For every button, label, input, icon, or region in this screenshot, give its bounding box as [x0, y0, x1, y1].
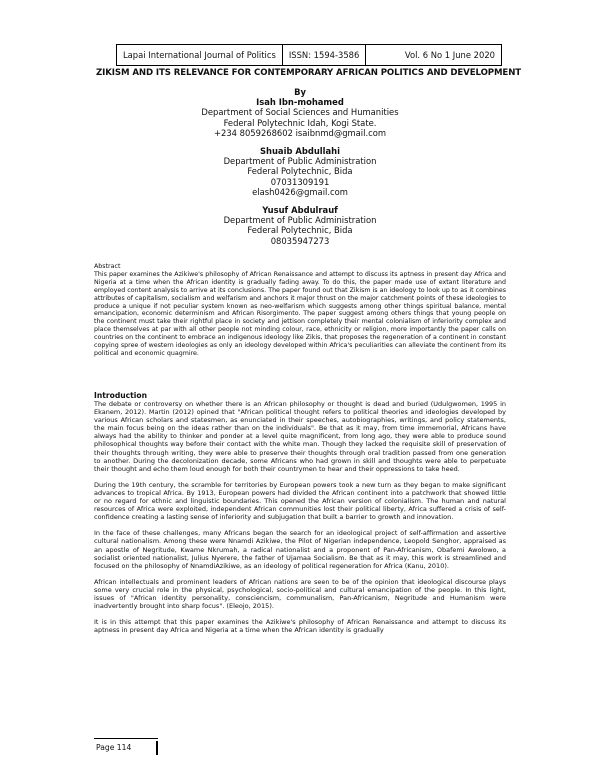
paragraph: The debate or controversy on whether there is an African philosophy or thought is dead and buried (Udulgwomen, 1995 in Ekanem, 2012). Martin (2012) opined that "African political thought refers to political theories and ideologies developed by various African scholars and statesmen, as enunciated in their speeches, autobiographies, writings, and policy statements, the main focus being on the ideas rather than on the individuals". Be that as it may, from time immemorial, Africans have always had the ability to thinker and ponder at a level quite magnificent, from long ago, they were able to produce sound philosophical thoughts way before their contact with the white man. Though they lacked the requisite skill of preservation of their thoughts through writing, they were able to preserve their thoughts through oral tradition passed from one generation to another. During the decolonization decade, some Africans who had grown in skill and thoughts were able to perpetuate their thought and echo them loud enough for both their countrymen to hear and their oppressions to take heed. [94, 400, 506, 473]
volume-info: Vol. 6 No 1 June 2020 [365, 45, 501, 65]
author-phone: 07031309191 [270, 176, 330, 187]
journal-name: Lapai International Journal of Politics [123, 50, 276, 60]
running-header [116, 44, 502, 66]
footer-rule [94, 738, 158, 739]
issn: ISSN: 1594-3586 [282, 45, 366, 65]
paper-title: ZIKISM AND ITS RELEVANCE FOR CONTEMPORARY AFRICAN POLITICS AND DEVELOPMENT [96, 68, 522, 78]
author-name: Isah Ibn-mohamed [256, 97, 344, 108]
paragraph: In the face of these challenges, many Africans began the search for an ideological project of self-affirmation and assertive cultural nationalism. Among these were Nnamdi Azikiwe, the Pilot of Nigerian independence, Leopold Senghor, appraised as an apostle of Negritude, Kwame Nkrumah, a radical nationalist and a proponent of Pan-Africanism, Obafemi Awolowo, a socialist oriented nationalist, Julius Nyerere, the father of Ujamaa Socialism. Be that as it may, this work is streamlined and focused on the philosophy of NnamdiAzikiwe, as an ideology of political regeneration for Africa (Kanu, 2010). [94, 529, 506, 570]
abstract-text: This paper examines the Azikiwe's philosophy of African Renaissance and attempt to discuss its aptness in present day Africa and Nigeria at a time when the African identity is gradually fading away. To do this, the paper made use of extant literature and employed content analysis to arrive at its conclusions. The paper found out that Zikism is an ideology to look up to as it combines attributes of capitalism, socialism and welfarism and anchors it major thrust on the major catchment points of these ideologies to produce a unique if not peculiar system known as neo-welfarism which suggests among other things spiritual balance, mental emancipation, economic determinism and African Risorgimento. The paper suggest among others things that young people on the continent must take their rightful place in society and jettison completely their mental colonialism of inferiority complex and place themselves at par with all other people not minding colour, race, ethnicity or religion, more importantly the paper calls on countries on the continent to embrace an indigenous ideology like Zikis, that proposes the regeneration of a continent in constant copying spree of western ideologies as only an ideology developed within Africa's peculiarities can alleviate the continent from its political and economic quagmire. [94, 270, 506, 357]
author-name: Shuaib Abdullahi [259, 146, 341, 157]
author-contact: +234 8059268602 isaibnmd@gmail.com [213, 127, 387, 138]
paragraph: African intellectuals and prominent leaders of African nations are seen to be of the opinion that ideological discourse plays some very crucial role in the physical, psychological, socio-political and cultural emancipation of the people. In this light, issues of "African identity personality, consciencism, communalism, Pan-Africanism, Negritude and Humanism were inadvertently brought into sharp focus". (Eleojo, 2015). [94, 577, 506, 611]
section-heading: Introduction [94, 391, 148, 400]
author-email: elash0426@gmail.com [252, 186, 348, 197]
author-department: Department of Public Administration [223, 215, 377, 226]
paragraph: During the 19th century, the scramble for territories by European powers took a new turn as they began to make significant advances to tropical Africa. By 1913, European powers had divided the African continent into a patchwork that showed little or no regard for ethnic and linguistic boundaries. This opened the African version of colonialism. The human and natural resources of Africa were exploited, independent African communities lost their political liberty, Africa suffered a crisis of self-confidence creating a lasting sense of inferiority and subjugation that built a barrier to growth and innovation. [94, 480, 506, 522]
introduction-body [94, 400, 506, 642]
abstract [94, 263, 506, 358]
author-institution: Federal Polytechnic, Bida [247, 166, 353, 177]
page-number: Page 114 [96, 743, 132, 752]
page-footer [94, 741, 174, 755]
abstract-label: Abstract [94, 263, 121, 270]
author-department: Department of Social Sciences and Humanities [201, 107, 399, 118]
footer-divider [156, 741, 158, 755]
author-institution: Federal Polytechnic Idah, Kogi State. [223, 117, 377, 128]
author-block [150, 87, 450, 246]
author-institution: Federal Polytechnic, Bida [247, 225, 353, 236]
author-department: Department of Public Administration [223, 156, 377, 167]
by-label: By [294, 87, 306, 97]
paragraph: It is in this attempt that this paper examines the Azikiwe's philosophy of African Renaissance and attempt to discuss its aptness in present day Africa and Nigeria at a time when the African identity is gradually [94, 618, 506, 635]
author-phone: 08035947273 [270, 235, 330, 246]
author-name: Yusuf Abdulrauf [262, 205, 338, 216]
